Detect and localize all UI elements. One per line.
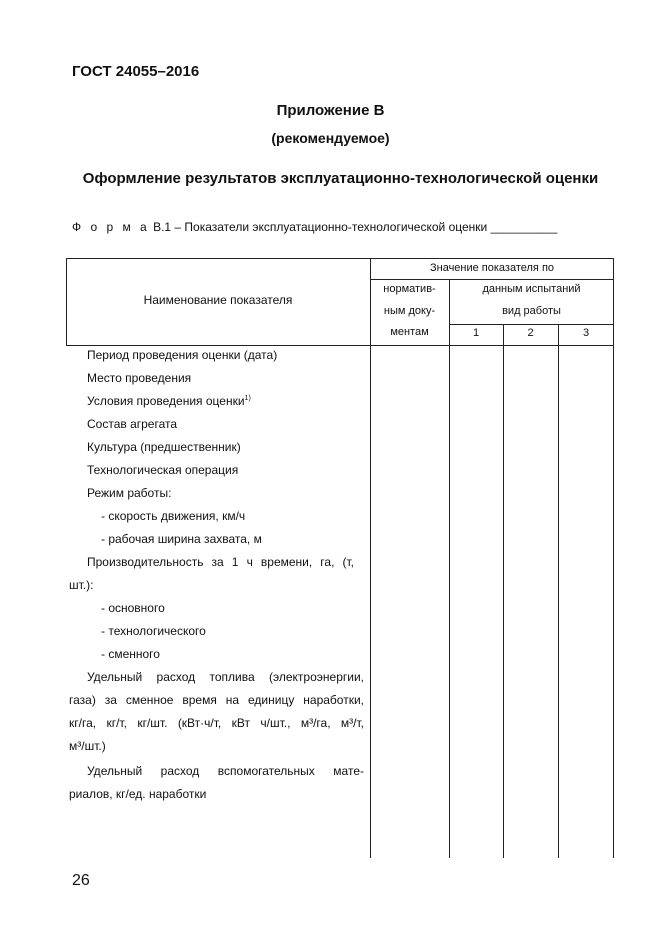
form-label-prefix: Ф о р м а <box>72 220 150 234</box>
header-norm-line1: норматив- <box>383 283 436 295</box>
header-norm-line3: ментам <box>390 326 429 338</box>
appendix-type: (рекомендуемое) <box>271 130 390 146</box>
header-tests-line1: данным испытаний <box>482 283 581 295</box>
row-fuel-1: Удельный расход топлива (электроэнергии, <box>87 670 364 684</box>
row-technological: - технологического <box>101 624 206 638</box>
header-tests-line2: вид работы <box>502 305 561 317</box>
header-col-1: 1 <box>472 327 480 339</box>
header-name-column: Наименование показателя <box>143 293 293 307</box>
row-crop: Культура (предшественник) <box>87 440 241 454</box>
section-title: Оформление результатов эксплуатационно-технологической оценки <box>82 170 599 187</box>
row-operation: Технологическая операция <box>87 463 239 477</box>
row-unit-composition: Состав агрегата <box>87 417 178 431</box>
row-fuel-2: газа) за сменное время на единицу наработки, <box>69 693 364 707</box>
row-width: - рабочая ширина захвата, м <box>101 532 262 546</box>
form-label <box>72 220 557 234</box>
row-fuel-4: м³/шт.) <box>69 739 106 753</box>
indicators-table <box>66 258 614 858</box>
page-number: 26 <box>72 872 90 889</box>
row-aux-1: Удельный расход вспомогательных мате- <box>87 764 364 778</box>
row-conditions <box>66 394 387 408</box>
row-shift: - сменного <box>101 647 160 661</box>
standard-code: ГОСТ 24055–2016 <box>72 63 200 80</box>
row-aux-2: риалов, кг/ед. наработки <box>69 787 207 801</box>
row-period: Период проведения оценки (дата) <box>87 348 278 362</box>
header-col-2: 2 <box>527 327 534 339</box>
header-norm-line2: ным доку- <box>383 305 436 317</box>
row-speed: - скорость движения, км/ч <box>101 509 246 523</box>
row-productivity-cont: шт.): <box>69 578 94 592</box>
form-label-text: В.1 – Показатели эксплуатационно-технологической оценки __________ <box>149 220 558 234</box>
header-col-3: 3 <box>582 327 590 339</box>
row-main: - основного <box>101 601 165 615</box>
row-conditions-text: Условия проведения оценки <box>87 394 245 408</box>
appendix-title: Приложение В <box>276 102 385 119</box>
row-productivity: Производительность за 1 ч времени, га, (т, <box>87 555 354 569</box>
row-work-mode: Режим работы: <box>87 486 172 500</box>
header-value-group: Значение показателя по <box>429 262 555 274</box>
row-place: Место проведения <box>87 371 192 385</box>
footnote-mark: 1) <box>244 395 251 402</box>
row-fuel-3: кг/га, кг/т, кг/шт. (кВт·ч/т, кВт ч/шт., м³/га, м³/т, <box>69 716 364 730</box>
